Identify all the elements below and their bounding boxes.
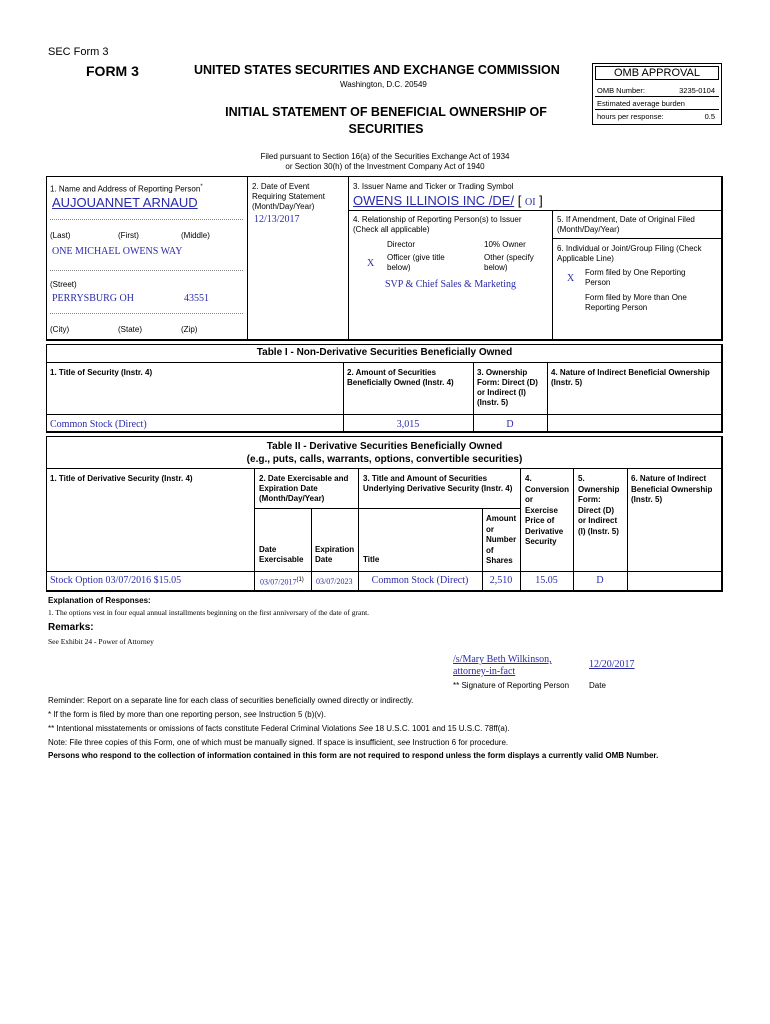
remarks-label: Remarks: [48,622,94,633]
other-option-line-1: Other (specify [484,253,534,262]
table2-col6-header [631,474,712,506]
table2-row-date-exercisable [260,577,304,587]
table2-col2-line-3: (Month/Day/Year) [259,494,325,503]
city-value: PERRYSBURG OH [52,293,134,304]
box6-label [557,244,702,264]
note-file [48,738,508,748]
officer-option[interactable] [387,253,445,273]
issuer-name[interactable]: OWENS ILLINOIS INC /DE/ [353,193,515,208]
table2-col4-line-2: Conversion [525,484,570,494]
table2-col2-line-1: 2. Date Exercisable and [259,474,349,483]
amount-line-4: of [486,545,494,555]
note-double-star [48,724,510,734]
more-reporting-line-1: Form filed by More than One [585,293,687,302]
table2-col5-line-1: 5. [578,474,585,483]
table2-row-shares: 2,510 [489,575,513,586]
table1-col4-header [551,368,710,388]
street-label: (Street) [50,280,77,289]
table2-col4-line-5: Price of [525,516,555,525]
table1-col3-line-1: 3. Ownership [477,368,528,377]
statement-title-line-2: SECURITIES [348,122,424,136]
table2-col2-line-2: Expiration Date [259,484,318,493]
zip-value: 43551 [184,293,209,304]
table1-row-form: D [506,419,514,430]
box1-asterisk: * [200,184,203,190]
state-label: (State) [118,325,143,334]
date-label: Date [589,681,606,690]
table1-row-amount: 3,015 [396,419,420,430]
table2-col4-line-3: or [525,495,533,504]
middle-label: (Middle) [181,231,210,240]
box5-label-line-2: (Month/Day/Year) [557,225,620,234]
table2-amount-header [486,514,516,567]
amount-line-1: Amount [486,514,517,523]
box1-label [50,182,203,195]
omb-hours-label: hours per response: [597,112,664,121]
box6-label-line-1: 6. Individual or Joint/Group Filing (Check [557,244,702,253]
expiration-line-2: Date [315,555,333,564]
one-reporting-line-1: Form filed by One Reporting [585,268,686,277]
box5-label-line-1: 5. If Amendment, Date of Original Filed [557,215,695,224]
note-2star-text-1: ** Intentional misstatements or omissions of facts constitute Federal Criminal Violations [48,724,357,733]
table1-col3-line-3: or Indirect (I) [477,388,526,397]
agency-name: UNITED STATES SECURITIES AND EXCHANGE COMMISSION [194,63,560,77]
note-star [48,710,326,720]
box3-label: 3. Issuer Name and Ticker or Trading Symbol [353,182,514,191]
remarks-text: See Exhibit 24 - Power of Attorney [48,637,154,646]
statement-title-line-1: INITIAL STATEMENT OF BENEFICIAL OWNERSHIP OF [225,105,547,119]
note-2star-see: See [358,724,373,733]
table2-expiration-header [315,545,354,565]
table2-title-subheader: Title [363,555,380,564]
city-label: (City) [50,325,70,334]
table2-col4-line-4: Exercise [525,505,558,515]
one-reporting-line-2: Person [585,278,611,287]
ticker-close: ] [539,193,543,208]
signature-label: ** Signature of Reporting Person [453,681,570,690]
last-label: (Last) [50,231,71,240]
box2-label [252,182,325,212]
box2-label-line-1: 2. Date of Event [252,182,310,191]
date-exercisable-value: 03/07/2017 [260,577,297,587]
table2-col3-line-2: Underlying Derivative Security (Instr. 4) [363,484,513,493]
box2-label-line-2: Requiring Statement [252,192,325,201]
first-label: (First) [118,231,139,240]
table2-col6-line-2: Beneficial Ownership [631,484,713,494]
box4-label-line-2: (Check all applicable) [353,225,430,234]
reminder-text: Reminder: Report on a separate line for each class of securities beneficially owned directly or indirectly. [48,696,414,705]
table2-col5-line-6: (I) (Instr. 5) [578,526,619,536]
amount-line-5: Shares [486,556,513,565]
one-reporting-check-mark[interactable]: X [567,273,575,284]
table1-title: Table I - Non-Derivative Securities Beneficially Owned [256,347,513,358]
issuer-line [353,193,543,208]
table2-row-expiration: 03/07/2023 [316,577,353,586]
sec-form-label: SEC Form 3 [48,46,109,58]
director-option[interactable]: Director [387,240,416,249]
table1-col4-line-2: (Instr. 5) [551,378,583,387]
table2-col5-header [578,474,619,537]
filed-pursuant-line-1: Filed pursuant to Section 16(a) of the Securities Exchange Act of 1934 [260,152,510,161]
filed-pursuant-line-2: or Section 30(h) of the Investment Company Act of 1940 [285,162,485,171]
signature [453,654,552,678]
amount-line-2: or [486,524,494,534]
explanation-1: 1. The options vest in four equal annual installments beginning on the first anniversary of the date of grant. [48,608,370,617]
table2-col6-line-1: 6. Nature of Indirect [631,474,707,483]
statement-title [210,104,562,138]
agency-location: Washington, D.C. 20549 [340,80,427,89]
form-title: FORM 3 [86,63,139,79]
table2-col5-line-4: Direct (D) [578,505,615,515]
persons-notice: Persons who respond to the collection of information contained in this form are not required to respond unless the form displays a currently valid OMB Number. [48,751,659,760]
table1-col4-line-1: 4. Nature of Indirect Beneficial Ownership [551,368,710,377]
other-option[interactable] [484,253,534,273]
omb-number-label: OMB Number: [597,86,645,95]
table2-row-form: D [596,575,604,586]
box1-label-text: 1. Name and Address of Reporting Person [50,184,201,194]
amount-line-3: Number [486,535,517,544]
omb-title: OMB APPROVAL [595,66,719,80]
note-star-text-1: * If the form is filed by more than one reporting person, [48,710,242,719]
table1-col2-header [347,368,454,388]
table1-row-security: Common Stock (Direct) [50,419,147,430]
table2-col5-line-5: or Indirect [578,516,618,525]
more-reporting-line-2: Reporting Person [585,303,648,312]
omb-approval-box [592,63,722,125]
table1-col2-line-2: Beneficially Owned (Instr. 4) [347,378,454,387]
signature-line-1: /s/Mary Beth Wilkinson, [453,654,552,665]
ticker-open: [ [517,193,522,208]
table1-col3-header [477,368,538,408]
omb-hours-value: 0.5 [704,112,715,121]
expiration-line-1: Expiration [315,545,355,554]
note-star-see: see [243,710,257,719]
table2-col2-header [259,474,348,504]
table2-col6-line-3: (Instr. 5) [631,495,663,504]
officer-check-mark[interactable]: X [367,258,375,269]
signature-line-2: attorney-in-fact [453,666,516,677]
signature-date: 12/20/2017 [589,659,635,670]
date-exercisable-line-2: Exercisable [259,555,304,564]
omb-burden-label: Estimated average burden [597,99,685,108]
note-star-text-2: Instruction 5 (b)(v). [258,710,326,719]
event-date-value: 12/13/2017 [254,214,300,225]
filed-pursuant [230,152,540,172]
table2-col3-header [363,474,512,494]
table2-row-title: Common Stock (Direct) [371,575,469,586]
date-exercisable-line-1: Date [259,545,277,554]
note-file-text-2: Instruction 6 for procedure. [412,738,509,747]
box5-label [557,215,695,235]
table1-col1-header: 1. Title of Security (Instr. 4) [50,368,153,377]
omb-number-value: 3235-0104 [679,86,715,95]
zip-label: (Zip) [181,325,198,334]
note-file-see: see [397,738,411,747]
table2-col4-line-6: Derivative [525,526,564,536]
table2-date-exercisable-header [259,545,303,565]
table2-col3-line-1: 3. Title and Amount of Securities [363,474,488,483]
table2-col4-line-1: 4. [525,474,532,483]
more-reporting-option[interactable] [585,293,687,313]
ten-percent-option[interactable]: 10% Owner [484,240,526,249]
box4-label-line-1: 4. Relationship of Reporting Person(s) to Issuer [353,215,522,224]
table2-row-security: Stock Option 03/07/2016 $15.05 [50,575,182,586]
officer-option-line-1: Officer (give title [387,253,445,262]
ticker-symbol: OI [524,197,536,208]
table2-col1-header: 1. Title of Derivative Security (Instr. 4) [50,474,193,483]
table2-col5-line-3: Form: [578,495,601,504]
table2-col5-line-2: Ownership [578,484,620,494]
street-value: ONE MICHAEL OWENS WAY [52,246,183,257]
reporting-person-name[interactable]: AUJOUANNET ARNAUD [52,195,198,210]
note-2star-text-2: 18 U.S.C. 1001 and 15 U.S.C. 78ff(a). [375,724,510,733]
table2-col4-header [525,474,569,548]
explanation-label: Explanation of Responses: [48,596,151,605]
officer-title-value: SVP & Chief Sales & Marketing [384,279,516,290]
table2-title-line-2: (e.g., puts, calls, warrants, options, convertible securities) [246,454,523,465]
table2-title-line-1: Table II - Derivative Securities Beneficially Owned [266,441,503,452]
other-option-line-2: below) [484,263,508,272]
table2-title [46,440,723,466]
table1-col2-line-1: 2. Amount of Securities [347,368,437,377]
officer-option-line-2: below) [387,263,411,272]
one-reporting-option[interactable] [585,268,686,288]
table2-row-price: 15.05 [535,575,558,586]
table1-col3-line-4: (Instr. 5) [477,398,509,407]
footnote-ref: (1) [296,577,304,583]
box2-label-line-3: (Month/Day/Year) [252,202,315,211]
box4-label [353,215,522,235]
table2-col4-line-7: Security [525,537,557,546]
table1-col3-line-2: Form: Direct (D) [477,378,538,387]
box6-label-line-2: Applicable Line) [557,254,614,263]
note-file-text-1: Note: File three copies of this Form, one of which must be manually signed. If space is insufficient, [48,738,396,747]
